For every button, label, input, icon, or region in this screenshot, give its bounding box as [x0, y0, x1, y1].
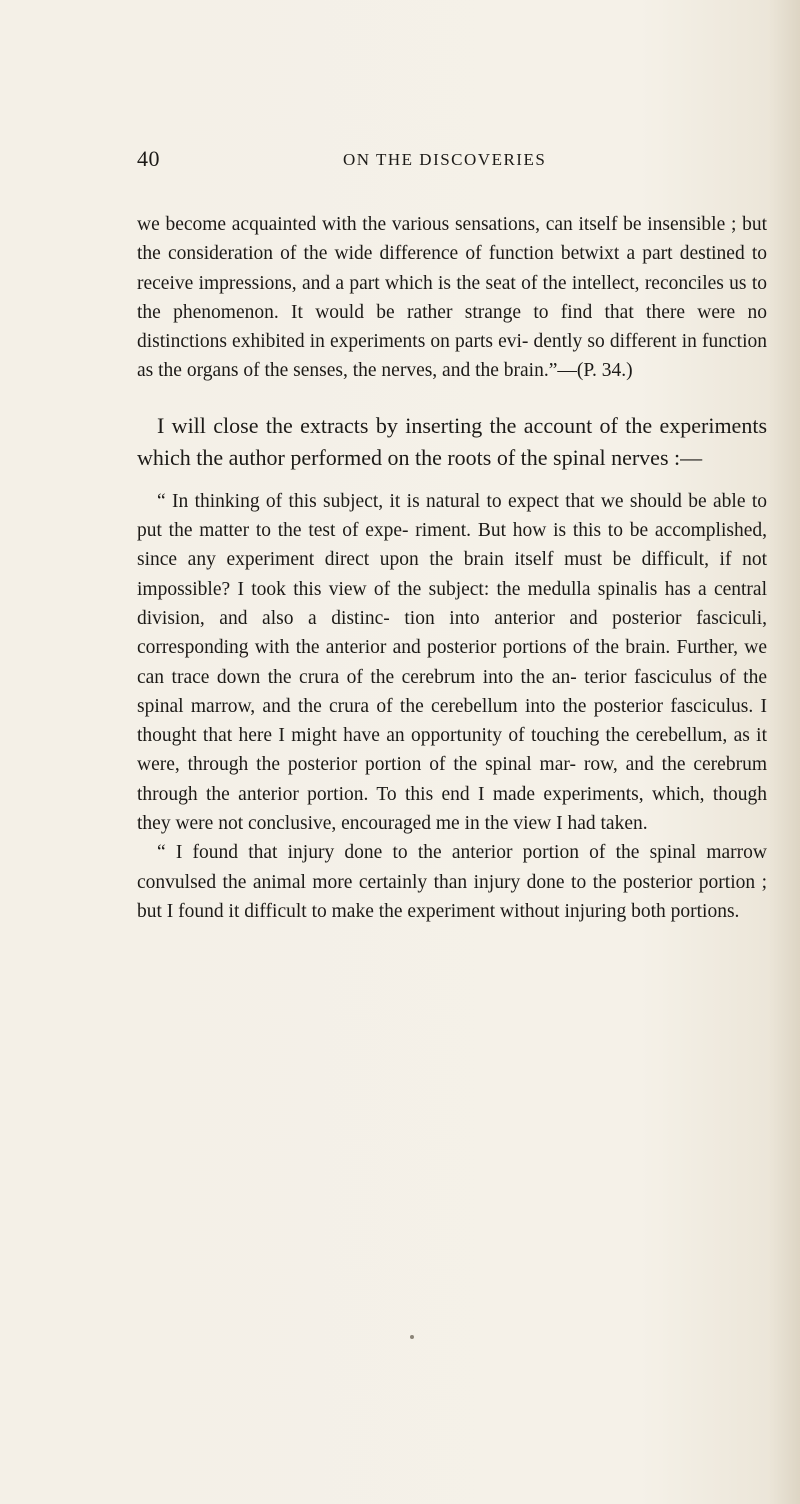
- paragraph-continuation: we become acquainted with the various sensations, can itself be insensible ; but the consideration of the wide difference of function betwixt a part destined to receive impressions, and a part which is the seat of the intellect, reconciles us to the phenomenon. It would be rather strange to find that there were no distinctions exhibited in experiments on parts evi- dently so different in function as the organs of the senses, the nerves, and the brain.”—(P. 34.): [137, 214, 767, 382]
- paragraph-quote-continued: “ I found that injury done to the anterior portion of the spinal marrow convulsed the animal more certainly than injury done to the posterior portion ; but I found it difficult to make the experiment without injuring both portions.: [137, 842, 767, 922]
- paragraph-quote: “ In thinking of this subject, it is natural to expect that we should be able to put the matter to the test of expe- riment. But how is this to be accomplished, since any experiment direct upon the brain itself must be difficult, if not impossible? I took this view of the subject: the medulla spinalis has a central division, and also a distinc- tion into anterior and posterior fasciculi, corresponding with the anterior and posterior portions of the brain. Further, we can trace down the crura of the cerebrum into the an- terior fasciculus of the spinal marrow, and the crura of the cerebellum into the posterior fasciculus. I thought that here I might have an opportunity of touching the cerebellum, as it were, through the posterior portion of the spinal mar- row, and the cerebrum through the anterior portion. To this end I made experiments, which, though they were not conclusive, encouraged me in the view I had taken.: [137, 490, 767, 835]
- page-number: 40: [137, 146, 160, 171]
- page-body: [137, 210, 767, 926]
- page-speck: [410, 1335, 414, 1339]
- paragraph-intro: I will close the extracts by inserting the account of the experiments which the author performed on the roots of the spinal nerves :—: [137, 412, 767, 470]
- page-header: [137, 146, 767, 180]
- running-head: ON THE DISCOVERIES: [343, 150, 547, 169]
